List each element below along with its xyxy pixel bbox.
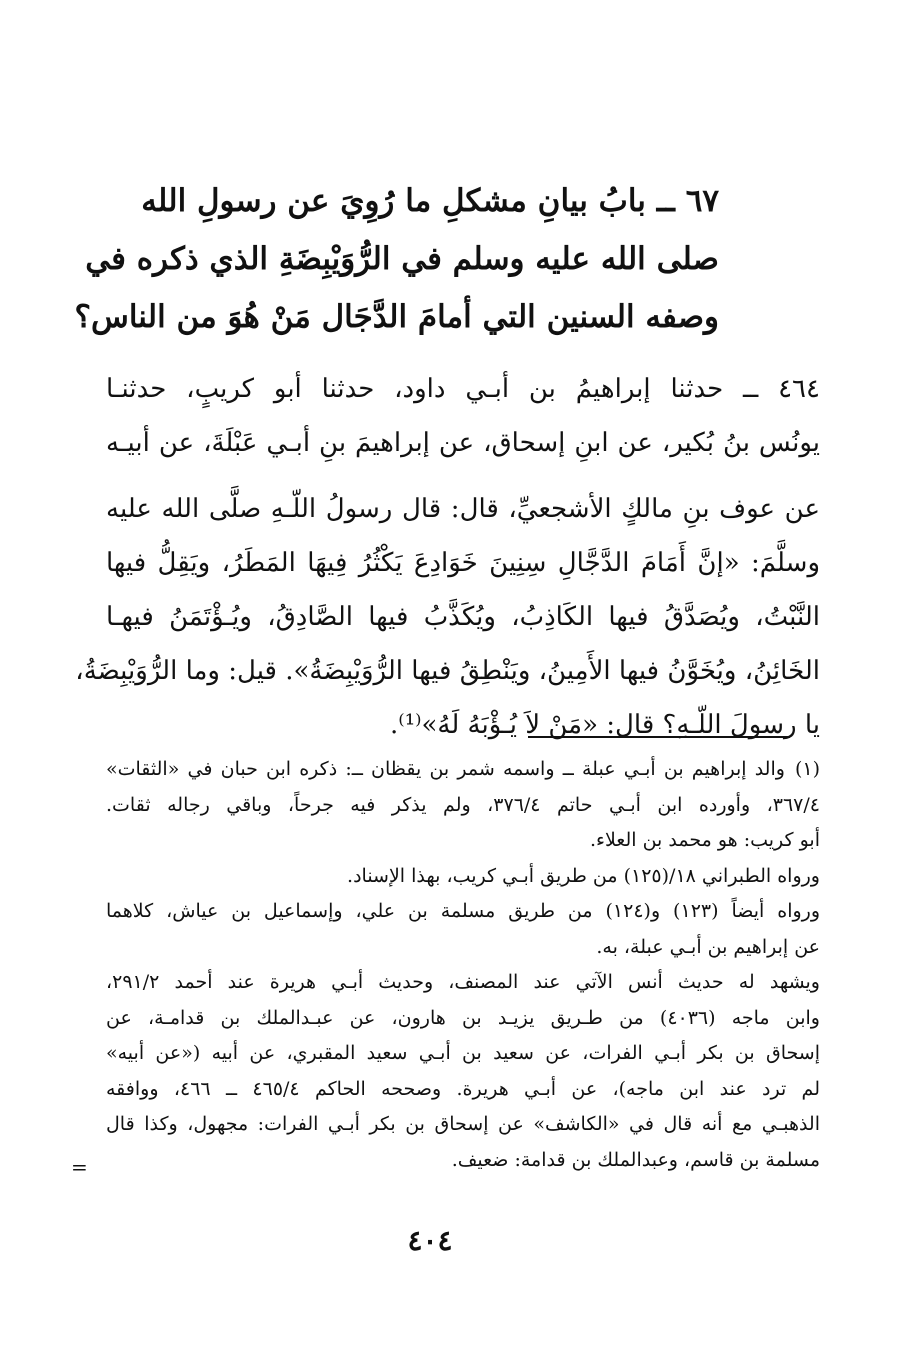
heading-line-3: وصفه السنين التي أمامَ الدَّجَال مَنْ هُوَ من الناس؟	[74, 299, 719, 335]
matn-line-3: النَّبْتُ، ويُصَدَّقُ فيها الكَاذِبُ، ويُكَذَّبُ فيها الصَّادِقُ، ويُـؤْتَمَنُ فيهـا	[106, 602, 820, 632]
footnote-line-6: عن إبراهيم بن أبـي عبلة، به.	[596, 935, 820, 958]
chapter-heading	[74, 172, 719, 346]
footnote-line-1	[106, 752, 820, 788]
page-number: ٤٠٤	[407, 1224, 453, 1257]
matn-line-2: وسلَّمَ: «إنَّ أَمَامَ الدَّجَّالِ سِنِينَ خَوَادِعَ يَكْثُرُ فِيهَا المَطَرُ، ويَقِلُّ فيها	[106, 548, 820, 578]
heading-line-1: ٦٧ ــ بابُ بيانِ مشكلِ ما رُوِيَ عن رسولِ الله	[141, 183, 719, 219]
footnote-line-1-text: والد إبراهيم بن أبـي عبلة ــ واسمه شمر بن يقظان ــ: ذكره ابن حبان في «الثقات»	[106, 758, 785, 780]
continuation-mark: =	[71, 1155, 88, 1179]
footnote-line-3: أبو كريب: هو محمد بن العلاء.	[590, 829, 820, 851]
matn-line-1: عن عوف بنِ مالكٍ الأشجعيِّ، قال: قال رسولُ اللّـهِ صلَّى الله عليه	[106, 494, 820, 524]
footnote-separator	[528, 736, 790, 738]
footnote-line-4: ورواه الطبراني ١٨/(١٢٥) من طريق أبـي كريب، بهذا الإسناد.	[347, 864, 820, 887]
footnote-marker: (١)	[794, 758, 820, 780]
footnote-line-2: ٣٦٧/٤، وأورده ابن أبـي حاتم ٣٧٦/٤، ولم يذكر فيه جرحاً، وباقي رجاله ثقات.	[106, 793, 820, 816]
footnotes	[106, 752, 820, 1178]
matn-line-5: يا رسولَ اللّـهِ؟ قال: «مَنْ لاَ يُـؤْبَهُ لَهُ»⁽¹⁾.	[390, 710, 820, 740]
isnad-line-2: يونُس بنُ بُكير، عن ابنِ إسحاق، عن إبراهيمَ بنِ أبـي عَبْلَةَ، عن أبيـه	[106, 428, 820, 458]
footnote-line-10: لم ترد عند ابن ماجه)، عن أبـي هريرة. وصححه الحاكم ٤٦٥/٤ ــ ٤٦٦، ووافقه	[106, 1077, 820, 1100]
footnote-line-8: وابن ماجه (٤٠٣٦) من طـريق يزيـد بن هارون، عن عبـدالملك بن قدامـة، عن	[106, 1006, 820, 1029]
hadith-text	[75, 362, 820, 752]
matn-line-4: الخَائِنُ، ويُخَوَّنُ فيها الأَمِينُ، ويَنْطِقُ فيها الرُّوَيْبِضَةُ». قيل: وما الرُّوَيْبِضَةُ،	[75, 656, 820, 686]
footnote-line-11: الذهبـي مع أنه قال في «الكاشف» عن إسحاق بن بكر أبـي الفرات: مجهول، وكذا قال	[106, 1113, 820, 1135]
footnote-line-5: ورواه أيضاً (١٢٣) و(١٢٤) من طريق مسلمة بن علي، وإسماعيل بن عياش، كلاهما	[106, 900, 820, 922]
footnote-line-7: ويشهد له حديث أنس الآتي عند المصنف، وحديث أبـي هريرة عند أحمد ٢٩١/٢،	[106, 971, 820, 993]
footnote-line-9: إسحاق بن بكر أبـي الفرات، عن سعيد بن أبـي سعيد المقبري، عن أبيه («عن أبيه»	[106, 1042, 820, 1064]
isnad-line-1: ٤٦٤ ــ حدثنا إبراهيمُ بن أبـي داود، حدثنا أبو كريبٍ، حدثنـا	[106, 374, 820, 404]
footnote-line-12: مسلمة بن قاسم، وعبدالملك بن قدامة: ضعيف.	[451, 1148, 820, 1171]
heading-line-2: صلى الله عليه وسلم في الرُّوَيْبِضَةِ الذي ذكره في	[85, 241, 719, 277]
